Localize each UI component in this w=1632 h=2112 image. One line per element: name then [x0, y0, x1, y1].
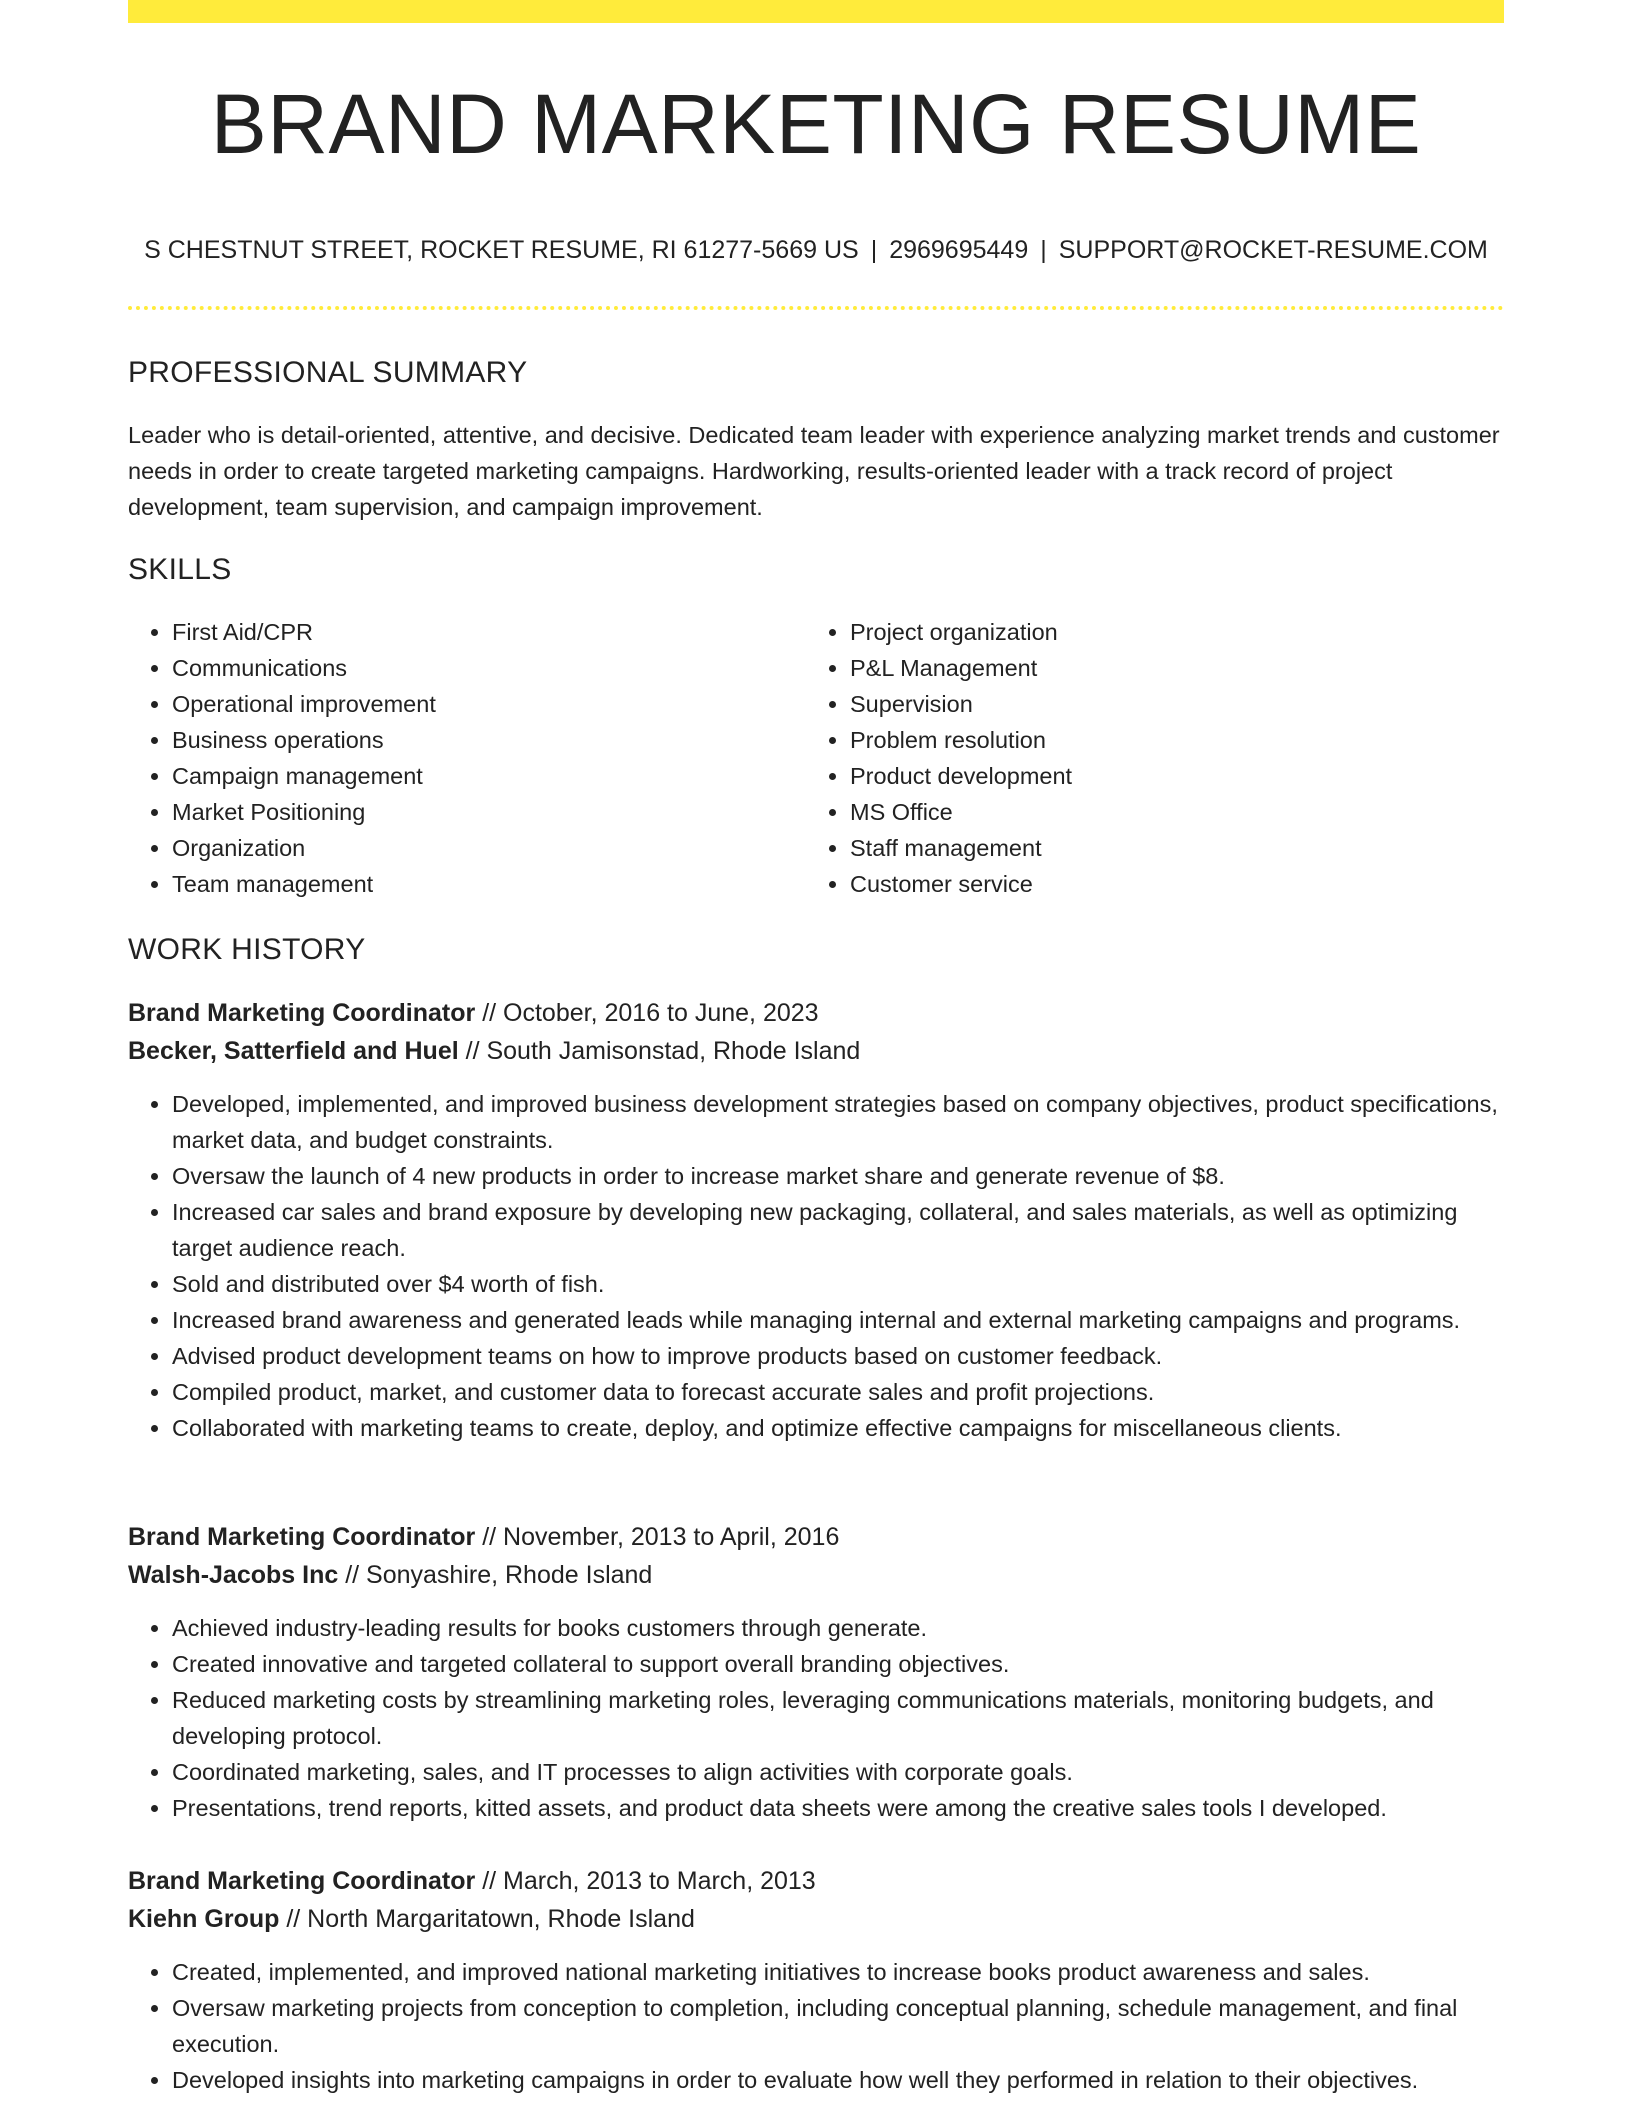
- job-entry: [128, 1518, 1504, 1826]
- job-bullet: • Increased car sales and brand exposure by developing new packaging, collateral, and sales materials, as well as optimizing target audience reach.: [172, 1194, 1504, 1266]
- job-title: Brand Marketing Coordinator: [128, 999, 476, 1027]
- separator: |: [1040, 236, 1047, 264]
- skill-item: • Product development: [850, 758, 1484, 794]
- email-link[interactable]: SUPPORT@ROCKET-RESUME.COM: [1058, 236, 1488, 264]
- job-company-line: [128, 1900, 1504, 1938]
- skill-item: • Staff management: [850, 830, 1484, 866]
- contact-line: [128, 236, 1504, 265]
- job-bullet: • Created, implemented, and improved national marketing initiatives to increase books product awareness and sales.: [172, 1954, 1504, 1990]
- job-location: // North Margaritatown, Rhode Island: [286, 1905, 695, 1933]
- skill-item: • MS Office: [850, 794, 1484, 830]
- job-bullet: • Oversaw marketing projects from conception to completion, including conceptual planning, schedule management, and final execution.: [172, 1990, 1504, 2062]
- job-bullet: • Compiled product, market, and customer data to forecast accurate sales and profit projections.: [172, 1374, 1504, 1410]
- separator: |: [870, 236, 878, 264]
- job-title-line: [128, 1518, 1504, 1556]
- job-bullet: • Presentations, trend reports, kitted assets, and product data sheets were among the creative sales tools I developed.: [172, 1790, 1504, 1826]
- job-bullet: • Oversaw the launch of 4 new products in order to increase market share and generate revenue of $8.: [172, 1158, 1504, 1194]
- skill-item: • Problem resolution: [850, 722, 1484, 758]
- address: S CHESTNUT STREET, ROCKET RESUME, RI 61277-5669 US: [144, 236, 859, 264]
- job-location: // South Jamisonstad, Rhode Island: [465, 1037, 861, 1065]
- dotted-divider: [128, 306, 1504, 310]
- phone: 2969695449: [889, 236, 1029, 264]
- job-bullet: • Developed insights into marketing campaigns in order to evaluate how well they performed in relation to their objectives.: [172, 2062, 1504, 2098]
- accent-bar: [128, 0, 1504, 23]
- job-dates: // March, 2013 to March, 2013: [482, 1867, 816, 1895]
- skill-item: • Project organization: [850, 614, 1484, 650]
- job-bullet: • Increased brand awareness and generated leads while managing internal and external marketing campaigns and programs.: [172, 1302, 1504, 1338]
- job-bullet: • Collaborated with marketing teams to create, deploy, and optimize effective campaigns for miscellaneous clients.: [172, 1410, 1504, 1446]
- job-bullets: [128, 1954, 1504, 2098]
- skill-item: • Market Positioning: [172, 794, 806, 830]
- job-bullet: • Sold and distributed over $4 worth of fish.: [172, 1266, 1504, 1302]
- skills-heading: SKILLS: [128, 553, 232, 586]
- job-dates: // November, 2013 to April, 2016: [482, 1523, 840, 1551]
- skill-item: • Operational improvement: [172, 686, 806, 722]
- job-location: // Sonyashire, Rhode Island: [345, 1561, 653, 1589]
- job-title: Brand Marketing Coordinator: [128, 1867, 476, 1895]
- job-bullets: [128, 1610, 1504, 1826]
- job-bullet: • Developed, implemented, and improved business development strategies based on company objectives, product specifications, market data, and budget constraints.: [172, 1086, 1504, 1158]
- job-company-line: [128, 1032, 1504, 1070]
- resume-title: BRAND MARKETING RESUME: [210, 77, 1422, 171]
- skill-item: • Supervision: [850, 686, 1484, 722]
- job-entry: [128, 1862, 1504, 2098]
- skill-item: • First Aid/CPR: [172, 614, 806, 650]
- job-bullet: • Coordinated marketing, sales, and IT processes to align activities with corporate goals.: [172, 1754, 1504, 1790]
- skill-item: • Business operations: [172, 722, 806, 758]
- skill-item: • Communications: [172, 650, 806, 686]
- job-bullet: • Created innovative and targeted collateral to support overall branding objectives.: [172, 1646, 1504, 1682]
- job-company-line: [128, 1556, 1504, 1594]
- job-title-line: [128, 994, 1504, 1032]
- job-title: Brand Marketing Coordinator: [128, 1523, 476, 1551]
- job-title-line: [128, 1862, 1504, 1900]
- job-bullets: [128, 1086, 1504, 1446]
- skills-list: [128, 614, 1504, 902]
- job-bullet: • Advised product development teams on how to improve products based on customer feedback.: [172, 1338, 1504, 1374]
- skill-item: • P&L Management: [850, 650, 1484, 686]
- job-dates: // October, 2016 to June, 2023: [482, 999, 819, 1027]
- job-company: Becker, Satterfield and Huel: [128, 1037, 459, 1065]
- skills-column-right: [806, 614, 1484, 902]
- work-history-heading: WORK HISTORY: [128, 933, 366, 966]
- job-company: Walsh-Jacobs Inc: [128, 1561, 339, 1589]
- job-entry: [128, 994, 1504, 1446]
- job-bullet: • Reduced marketing costs by streamlining marketing roles, leveraging communications materials, monitoring budgets, and developing protocol.: [172, 1682, 1504, 1754]
- job-company: Kiehn Group: [128, 1905, 280, 1933]
- skills-column-left: [128, 614, 806, 902]
- skill-item: • Team management: [172, 866, 806, 902]
- summary-heading: PROFESSIONAL SUMMARY: [128, 356, 528, 389]
- summary-text: Leader who is detail-oriented, attentive, and decisive. Dedicated team leader with experience analyzing market trends and customer needs in order to create targeted marketing campaigns. Hardworking, results-oriented leader with a track record of project development, team supervision, and campaign improvement.: [128, 422, 1500, 520]
- skill-item: • Customer service: [850, 866, 1484, 902]
- job-bullet: • Achieved industry-leading results for books customers through generate.: [172, 1610, 1504, 1646]
- skill-item: • Campaign management: [172, 758, 806, 794]
- skill-item: • Organization: [172, 830, 806, 866]
